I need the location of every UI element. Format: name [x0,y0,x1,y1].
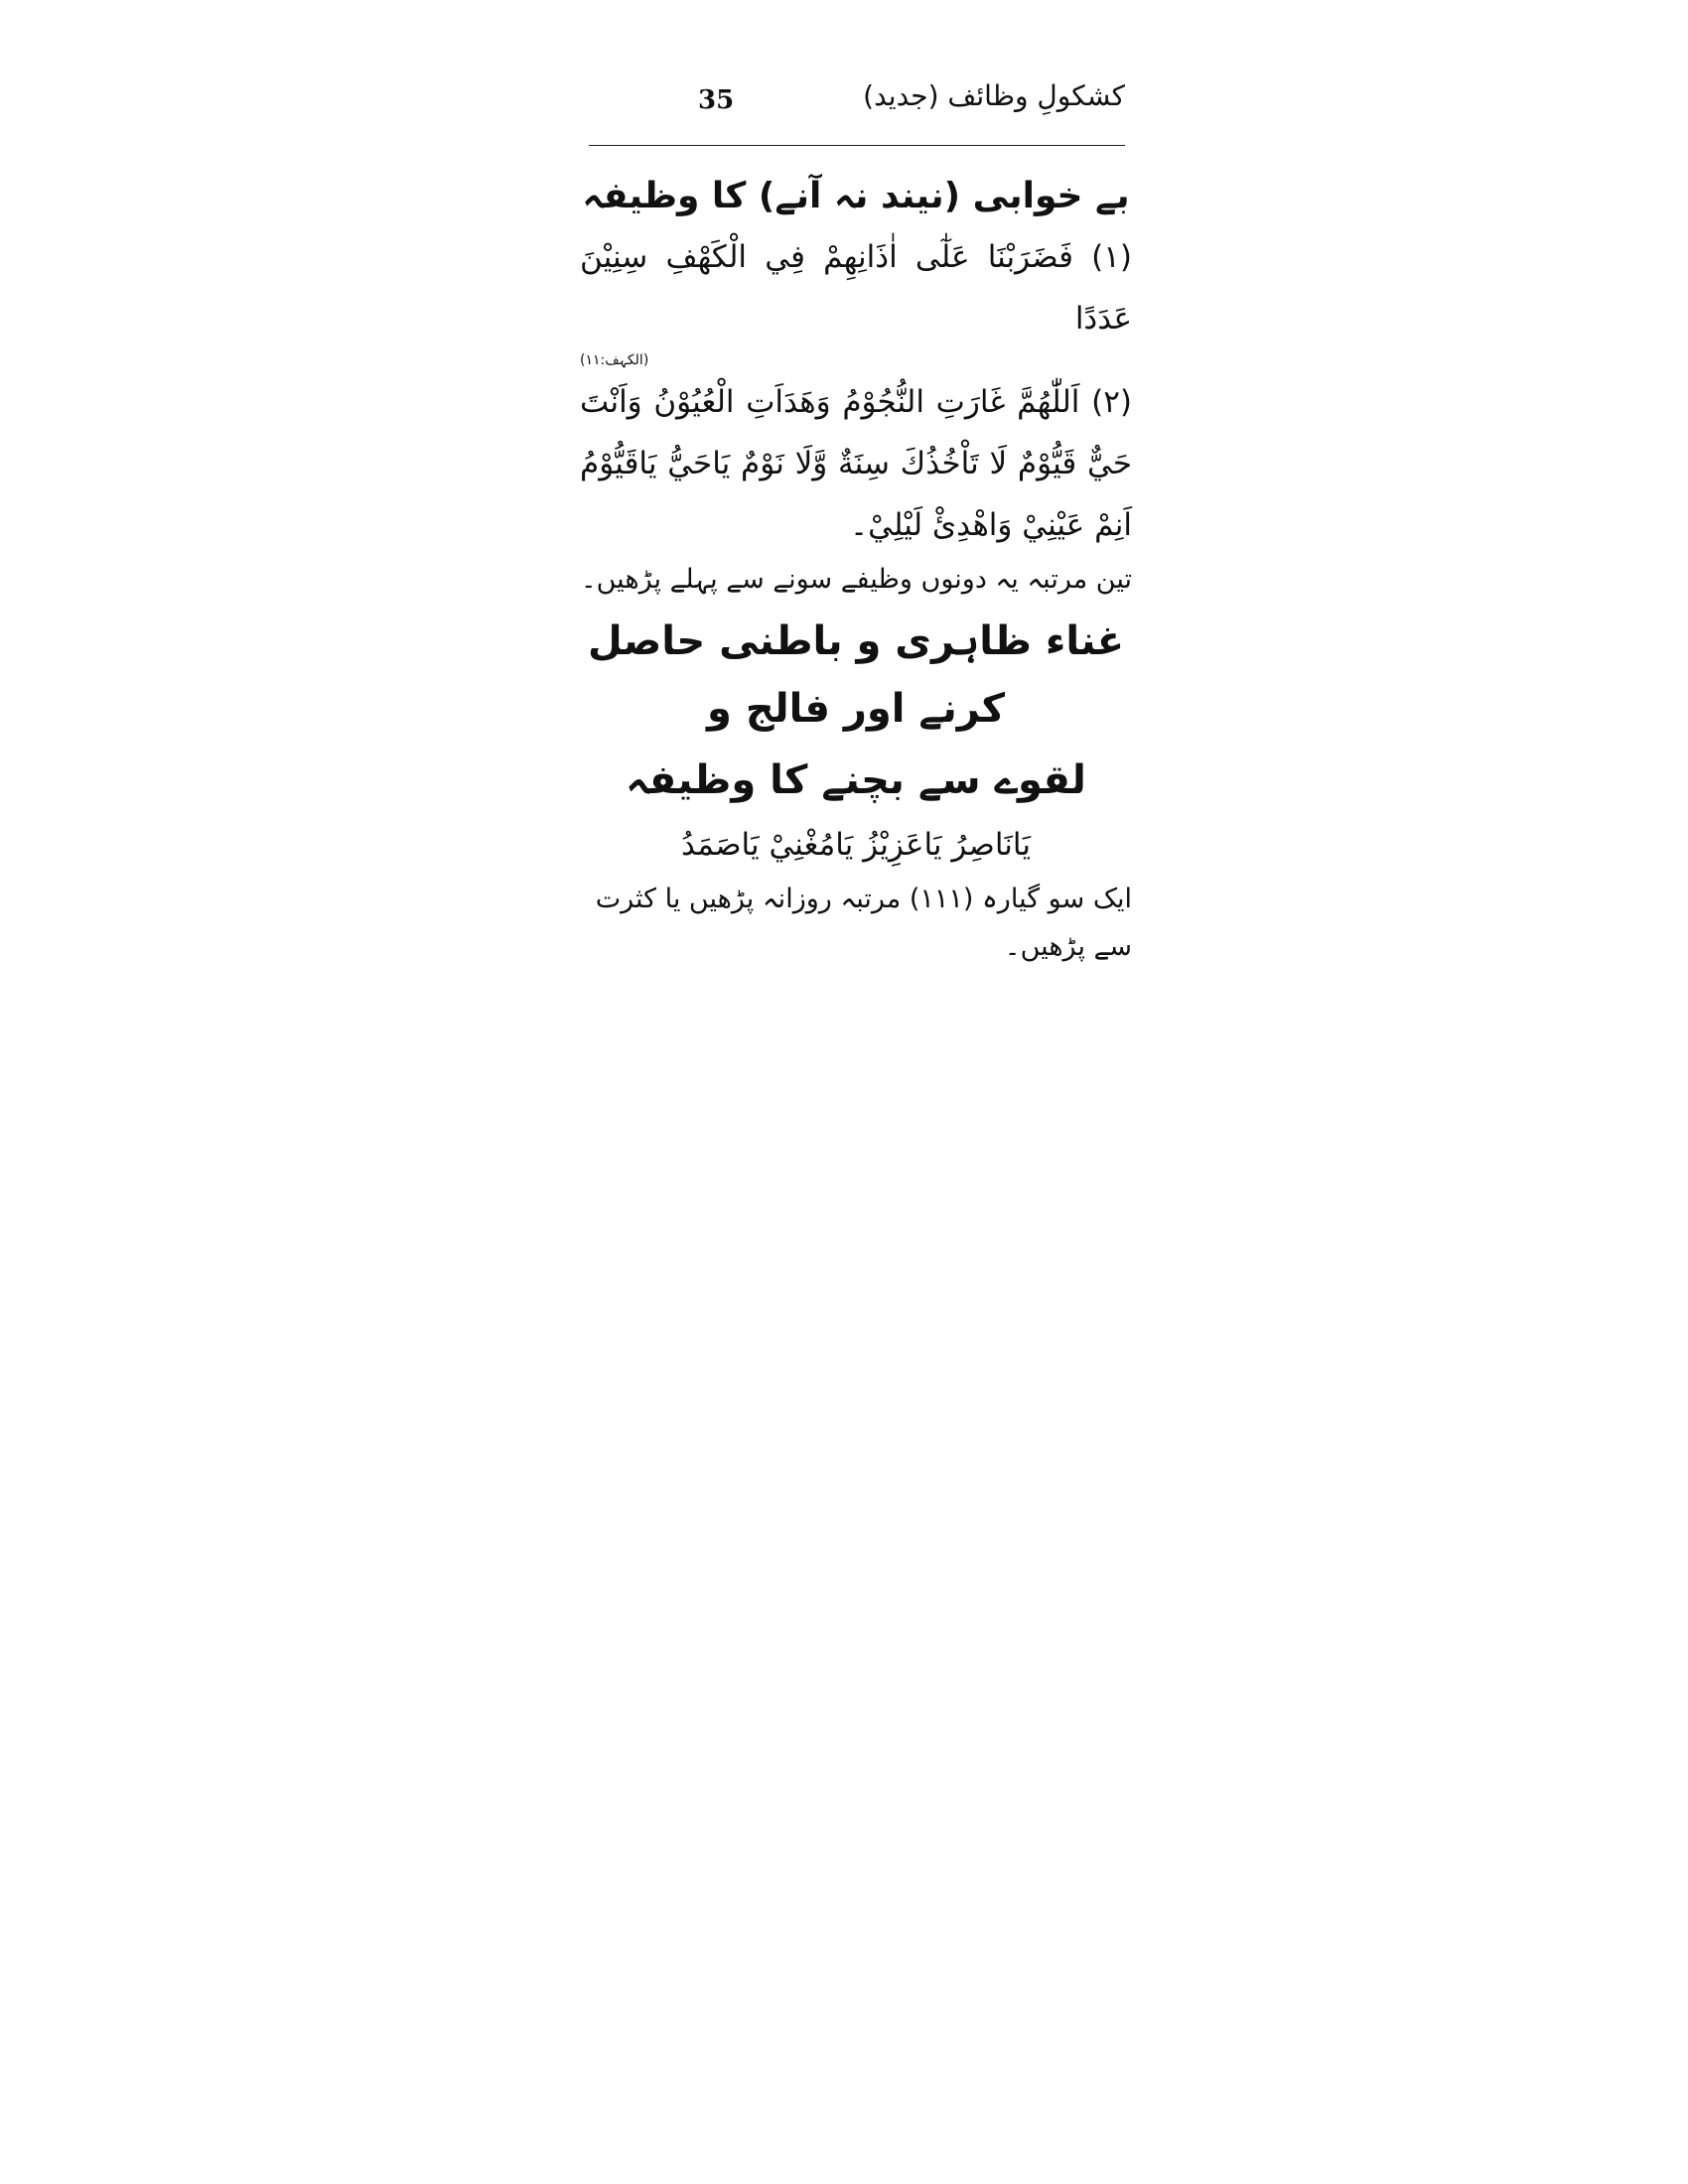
verse-reference-wrap [580,349,1132,371]
verse-reference: (الکہف:۱۱) [580,352,649,368]
section-heading-wealth-line2: لقوے سے بچنے کا وظیفہ [626,757,1086,803]
page-content [580,167,1132,971]
arabic-verse-1: (۱) فَضَرَبْنَا عَلٰٓى اٰذَانِهِمْ فِي الْكَهْفِ سِنِيْنَ عَدَدًا [580,239,1132,337]
section-heading-wealth-line1: غناء ظاہری و باطنی حاصل کرنے اور فالج و [587,618,1125,732]
header-rule [589,145,1125,146]
arabic-dua-2: (۲) اَللّٰهُمَّ غَارَتِ النُّجُوْمُ وَهَدَاَتِ الْعُيُوْنُ وَاَنْتَ حَيٌّ قَيُّوْمٌ لَا تَاْخُذُكَ سِنَةٌ وَّلَا نَوْمٌ يَاحَيُّ يَاقَيُّوْمُ اَنِمْ عَيْنِيْ وَاهْدِئْ لَيْلِيْ۔ [580,384,1132,543]
page-number: 35 [698,85,735,115]
instruction-wealth: ایک سو گیارہ (۱۱۱) مرتبہ روزانہ پڑھیں یا کثرت سے پڑھیں۔ [595,884,1132,962]
page-header [589,77,1125,137]
arabic-invocation: يَانَاصِرُ يَاعَزِيْزُ يَامُغْنِيْ يَاصَمَدُ [681,827,1031,863]
section-heading-insomnia: بے خوابی (نیند نہ آنے) کا وظیفہ [582,176,1130,216]
instruction-insomnia: تین مرتبہ یہ دونوں وظیفے سونے سے پہلے پڑھیں۔ [580,564,1132,595]
running-title: کشکولِ وظائف (جدید) [863,79,1125,112]
